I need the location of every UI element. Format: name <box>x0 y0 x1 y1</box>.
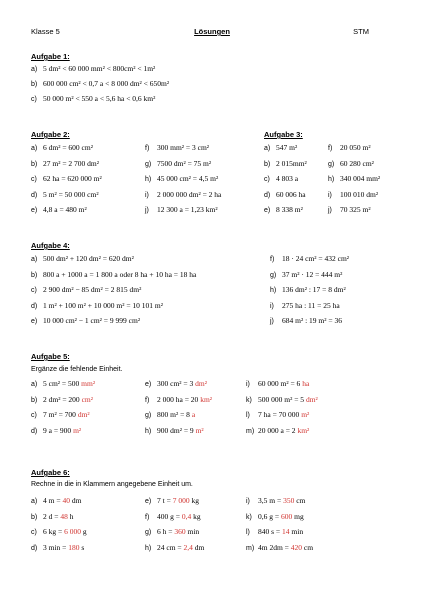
item-label: d) <box>264 191 271 199</box>
aufgabe-6-col3-row <box>246 542 313 554</box>
item-text: 275 ha : 11 = 25 ha <box>282 300 340 310</box>
item-text: 60 280 cm² <box>340 158 374 168</box>
item-label: g) <box>145 160 152 168</box>
answer-text: 0,4 <box>181 511 192 521</box>
unit-text: kg <box>189 496 199 505</box>
item-label: c) <box>31 96 37 103</box>
unit-text: h <box>67 511 74 521</box>
item-text: 5 dm² < 60 000 mm² < 800cm² < 1m² <box>43 64 156 73</box>
class-label: Klasse 5 <box>31 27 60 36</box>
item-label: i) <box>246 381 250 388</box>
unit-text: cm <box>294 496 306 505</box>
aufgabe-3-right-row <box>328 189 378 201</box>
answer-text: 6 000 <box>64 527 81 536</box>
item-text: 6 kg = <box>43 527 65 536</box>
item-text: 20 000 a = 2 <box>258 425 298 435</box>
item-text: 6 h = <box>157 527 175 536</box>
item-label: e) <box>145 381 152 388</box>
aufgabe-4-right-row <box>270 269 342 281</box>
item-text: 800 m² = 8 <box>157 410 192 419</box>
item-label: l) <box>246 529 250 536</box>
answer-text: 420 <box>290 542 303 552</box>
answer-text: 48 <box>60 511 68 521</box>
item-label: f) <box>270 256 275 263</box>
teacher-initials: STM <box>353 27 369 36</box>
aufgabe-5-col1-row <box>31 425 81 437</box>
answer-text: dm² <box>305 394 318 404</box>
page-title: Lösungen <box>194 27 230 36</box>
item-label: e) <box>145 498 152 505</box>
unit-text: mg <box>292 511 304 521</box>
item-text: 4 m = <box>43 496 63 505</box>
aufgabe-4-right-row <box>270 284 346 296</box>
item-label: m) <box>246 427 255 435</box>
item-text: 800 a + 1000 a = 1 800 a oder 8 ha + 10 ha = 18 ha <box>43 269 197 279</box>
aufgabe-3-right-row <box>328 158 374 170</box>
answer-text: 14 <box>282 527 290 536</box>
item-label: f) <box>145 513 150 521</box>
aufgabe-1-row <box>31 63 155 75</box>
answer-text: km² <box>297 425 310 435</box>
aufgabe-4-title: Aufgabe 4: <box>31 241 70 250</box>
item-text: 547 m² <box>276 143 298 152</box>
item-label: j) <box>145 207 149 214</box>
item-label: b) <box>31 81 38 88</box>
aufgabe-2-left-row <box>31 189 99 201</box>
item-label: d) <box>31 302 38 310</box>
item-label: a) <box>31 256 38 263</box>
aufgabe-3-left-row <box>264 142 297 154</box>
aufgabe-2-right-row <box>145 189 221 201</box>
aufgabe-5-title: Aufgabe 5: <box>31 352 70 361</box>
aufgabe-3-left-row <box>264 158 307 170</box>
item-label: b) <box>31 396 38 404</box>
aufgabe-6-title: Aufgabe 6: <box>31 468 70 477</box>
item-text: 600 000 cm² < 0,7 a < 8 000 dm² < 650m² <box>43 79 170 88</box>
item-text: 0,6 g = <box>258 511 281 521</box>
aufgabe-4-left-row <box>31 269 196 281</box>
item-text: 100 010 dm² <box>340 189 379 199</box>
aufgabe-6-col1-row <box>31 495 81 507</box>
aufgabe-5-col1-row <box>31 378 95 390</box>
item-text: 4,8 a = 480 m² <box>43 205 87 214</box>
aufgabe-6-col3-row <box>246 511 304 523</box>
item-label: f) <box>328 145 333 152</box>
answer-text: a <box>191 410 196 419</box>
aufgabe-4-left-row <box>31 315 140 327</box>
aufgabe-4-right-row <box>270 315 342 327</box>
item-label: g) <box>328 160 335 168</box>
aufgabe-3-title: Aufgabe 3: <box>264 130 303 139</box>
item-label: a) <box>31 381 38 388</box>
aufgabe-4-right-row <box>270 300 340 312</box>
item-label: a) <box>31 498 38 505</box>
aufgabe-5-col3-row <box>246 409 309 421</box>
unit-text: dm <box>192 542 205 552</box>
item-text: 900 dm² = 9 <box>157 425 196 435</box>
item-text: 400 g = <box>157 511 182 521</box>
item-text: 7 t = <box>157 496 173 505</box>
item-text: 9 a = 900 <box>43 425 74 435</box>
item-text: 12 300 a = 1,23 km² <box>157 205 218 214</box>
item-label: d) <box>31 427 38 435</box>
item-label: h) <box>145 544 152 552</box>
aufgabe-5-col1-row <box>31 394 93 406</box>
item-text: 45 000 cm² = 4,5 m² <box>157 174 219 183</box>
answer-text: 2,4 <box>183 542 193 552</box>
item-text: 10 000 cm² − 1 cm² = 9 999 cm² <box>43 316 141 325</box>
item-label: c) <box>31 287 37 294</box>
aufgabe-4-left-row <box>31 284 141 296</box>
aufgabe-6-col1-row <box>31 526 87 538</box>
answer-text: 350 <box>283 496 295 505</box>
aufgabe-2-right-row <box>145 142 209 154</box>
item-label: j) <box>328 207 332 214</box>
item-text: 4 803 a <box>276 174 299 183</box>
aufgabe-6-col2-row <box>145 526 199 538</box>
aufgabe-2-left-row <box>31 204 87 216</box>
item-text: 2 015mm² <box>276 158 307 168</box>
answer-text: 7 000 <box>172 496 190 505</box>
item-label: k) <box>246 396 252 404</box>
aufgabe-6-col1-row <box>31 511 73 523</box>
item-label: f) <box>145 145 150 152</box>
item-text: 2 000 000 dm² = 2 ha <box>157 189 222 199</box>
item-label: m) <box>246 544 255 552</box>
item-label: j) <box>270 318 274 325</box>
aufgabe-5-col1-row <box>31 409 90 421</box>
item-text: 1 m² + 100 m² + 10 000 m² = 10 101 m² <box>43 300 164 310</box>
item-text: 50 000 m² < 550 a < 5,6 ha < 0,6 km² <box>43 94 156 103</box>
aufgabe-3-left-row <box>264 204 303 216</box>
aufgabe-6-col2-row <box>145 542 204 554</box>
aufgabe-6-col2-row <box>145 495 199 507</box>
item-label: g) <box>145 412 152 419</box>
item-label: g) <box>145 529 152 536</box>
unit-text: min <box>185 527 200 536</box>
item-label: g) <box>270 271 277 279</box>
answer-text: dm² <box>195 379 207 388</box>
aufgabe-5-col2-row <box>145 425 204 437</box>
item-text: 5 cm² = 500 <box>43 379 82 388</box>
aufgabe-5-col2-row <box>145 409 195 421</box>
aufgabe-5-col3-row <box>246 394 318 406</box>
item-label: k) <box>246 513 252 521</box>
unit-text: min <box>289 527 304 536</box>
unit-text: kg <box>191 511 201 521</box>
item-text: 2 900 dm² − 85 dm² = 2 815 dm² <box>43 285 142 294</box>
item-text: 2 000 ha = 20 <box>157 394 201 404</box>
item-text: 500 dm² + 120 dm² = 620 dm² <box>43 254 134 263</box>
item-label: c) <box>31 529 37 536</box>
aufgabe-5-col3-row <box>246 378 309 390</box>
item-label: c) <box>31 412 37 419</box>
item-label: h) <box>270 287 277 294</box>
answer-text: m² <box>73 425 82 435</box>
item-label: c) <box>264 176 270 183</box>
item-text: 6 dm² = 600 cm² <box>43 143 93 152</box>
item-label: i) <box>145 191 149 199</box>
item-label: h) <box>328 176 335 183</box>
answer-text: m² <box>195 425 204 435</box>
item-text: 340 004 mm² <box>340 174 381 183</box>
answer-text: mm² <box>81 379 96 388</box>
item-text: 136 dm² : 17 = 8 dm² <box>282 285 346 294</box>
item-text: 840 s = <box>258 527 283 536</box>
item-label: b) <box>31 160 38 168</box>
item-text: 4m 2dm = <box>258 542 291 552</box>
item-label: e) <box>31 207 38 214</box>
aufgabe-2-left-row <box>31 173 102 185</box>
unit-text: g <box>80 527 87 536</box>
aufgabe-6-col3-row <box>246 495 305 507</box>
answer-text: km² <box>200 394 213 404</box>
unit-text: dm <box>69 496 82 505</box>
item-label: a) <box>31 145 38 152</box>
item-label: f) <box>145 396 150 404</box>
item-text: 3 min = <box>43 542 69 552</box>
aufgabe-6-col3-row <box>246 526 303 538</box>
item-text: 300 mm² = 3 cm² <box>157 143 210 152</box>
aufgabe-2-right-row <box>145 173 218 185</box>
unit-text: cm <box>302 542 314 552</box>
item-text: 18 · 24 cm² = 432 cm² <box>282 254 350 263</box>
unit-text: s <box>79 542 85 552</box>
aufgabe-3-left-row <box>264 189 306 201</box>
item-text: 5 m² = 50 000 cm² <box>43 189 99 199</box>
item-text: 20 050 m² <box>340 143 371 152</box>
item-text: 62 ha = 620 000 m² <box>43 174 102 183</box>
item-text: 70 325 m² <box>340 205 371 214</box>
aufgabe-4-left-row <box>31 253 134 265</box>
item-label: i) <box>328 191 332 199</box>
aufgabe-3-left-row <box>264 173 298 185</box>
aufgabe-6-instruction: Rechne in die in Klammern angegebene Einheit um. <box>31 481 193 488</box>
item-text: 2 d = <box>43 511 61 521</box>
item-text: 684 m² : 19 m² = 36 <box>282 316 342 325</box>
item-text: 500 000 m² = 5 <box>258 394 306 404</box>
answer-text: dm² <box>77 410 90 419</box>
item-text: 7500 dm² = 75 m² <box>157 158 212 168</box>
item-label: h) <box>145 176 152 183</box>
item-text: 7 m² = 700 <box>43 410 78 419</box>
item-text: 2 dm² = 200 <box>43 394 82 404</box>
item-text: 37 m² · 12 = 444 m² <box>282 269 343 279</box>
answer-text: 40 <box>62 496 70 505</box>
item-label: a) <box>31 66 38 73</box>
aufgabe-5-col2-row <box>145 378 207 390</box>
aufgabe-5-col2-row <box>145 394 212 406</box>
aufgabe-1-row <box>31 93 155 105</box>
aufgabe-3-right-row <box>328 142 371 154</box>
aufgabe-5-instruction: Ergänze die fehlende Einheit. <box>31 366 123 373</box>
item-label: b) <box>31 513 38 521</box>
aufgabe-1-row <box>31 78 169 90</box>
aufgabe-2-right-row <box>145 158 211 170</box>
item-text: 3,5 m = <box>258 496 284 505</box>
aufgabe-3-right-row <box>328 173 380 185</box>
item-text: 7 ha = 70 000 <box>258 410 302 419</box>
answer-text: ha <box>302 379 310 388</box>
item-label: b) <box>31 271 38 279</box>
aufgabe-4-left-row <box>31 300 163 312</box>
aufgabe-2-right-row <box>145 204 218 216</box>
item-text: 8 338 m² <box>276 205 303 214</box>
aufgabe-4-right-row <box>270 253 349 265</box>
item-label: l) <box>246 412 250 419</box>
item-label: d) <box>31 544 38 552</box>
answer-text: 600 <box>280 511 293 521</box>
item-label: i) <box>270 302 274 310</box>
item-text: 60 006 ha <box>276 189 306 199</box>
item-text: 60 000 m² = 6 <box>258 379 303 388</box>
answer-text: 360 <box>174 527 186 536</box>
item-text: 24 cm = <box>157 542 184 552</box>
item-label: c) <box>31 176 37 183</box>
aufgabe-2-title: Aufgabe 2: <box>31 130 70 139</box>
item-label: b) <box>264 160 271 168</box>
item-text: 27 m² = 2 700 dm² <box>43 158 100 168</box>
item-label: e) <box>31 318 38 325</box>
aufgabe-1-title: Aufgabe 1: <box>31 52 70 61</box>
aufgabe-2-left-row <box>31 158 99 170</box>
item-label: d) <box>31 191 38 199</box>
item-text: 300 cm² = 3 <box>157 379 196 388</box>
item-label: e) <box>264 207 271 214</box>
answer-text: m² <box>301 410 310 419</box>
aufgabe-5-col3-row <box>246 425 309 437</box>
aufgabe-3-right-row <box>328 204 371 216</box>
aufgabe-6-col2-row <box>145 511 201 523</box>
answer-text: cm² <box>81 394 93 404</box>
aufgabe-2-left-row <box>31 142 93 154</box>
item-label: a) <box>264 145 271 152</box>
answer-text: 180 <box>68 542 80 552</box>
item-label: h) <box>145 427 152 435</box>
item-label: i) <box>246 498 250 505</box>
aufgabe-6-col1-row <box>31 542 84 554</box>
